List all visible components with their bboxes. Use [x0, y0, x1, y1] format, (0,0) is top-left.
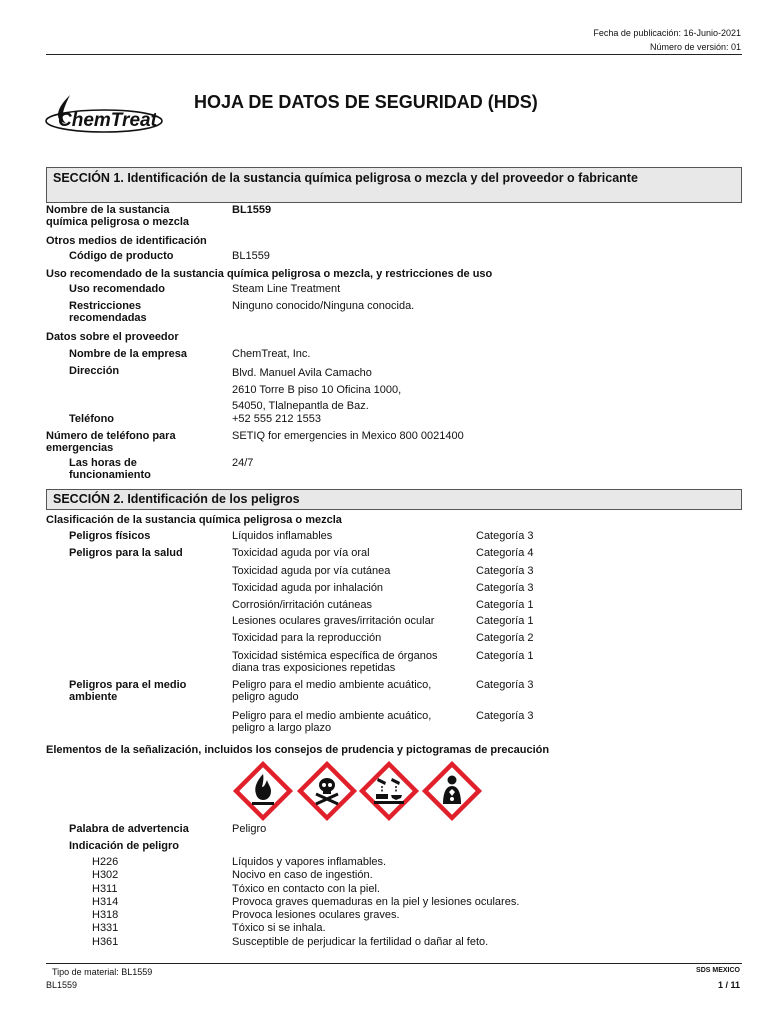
statement-text: Nocivo en caso de ingestión.	[232, 869, 373, 882]
chemtreat-logo	[44, 93, 184, 135]
hours-label: Las horas de funcionamiento	[69, 457, 151, 481]
hazard-category: Categoría 3	[476, 710, 534, 722]
hazard-class-text: Lesiones oculares graves/irritación ocular	[232, 615, 435, 627]
hours-value: 24/7	[232, 457, 254, 469]
supplier-heading: Datos sobre el proveedor	[46, 331, 179, 343]
hazard-class-text: Toxicidad aguda por inhalación	[232, 582, 384, 594]
address-label: Dirección	[69, 365, 120, 377]
statement-code: H361	[92, 935, 119, 948]
page-number: 1 / 11	[717, 980, 740, 990]
substance-name-value: BL1559	[232, 204, 272, 216]
health-hazard-icon	[421, 760, 483, 822]
substance-name-label: Nombre de la sustancia química peligrosa o mezcla	[46, 204, 190, 228]
environment-hazards-label: Peligros para el medio ambiente	[69, 679, 187, 703]
hazard-class-text: Corrosión/irritación cutáneas	[232, 599, 373, 611]
flame-icon	[232, 760, 294, 822]
hazard-class-text: Toxicidad sistémica específica de órganos diana tras exposiciones repetidas	[232, 650, 438, 674]
company-label: Nombre de la empresa	[69, 348, 187, 360]
statement-code: H318	[92, 909, 119, 922]
version-number: Número de versión: 01	[649, 42, 741, 52]
hazard-category: Categoría 2	[476, 632, 534, 644]
company-value: ChemTreat, Inc.	[232, 348, 311, 360]
address-value: Blvd. Manuel Avila Camacho 2610 Torre B piso 10 Oficina 1000, 54050, Tlalnepantla de Baz.	[232, 367, 402, 412]
product-code-value: BL1559	[232, 250, 270, 262]
hazard-class-text: Toxicidad aguda por vía oral	[232, 547, 370, 559]
statement-text: Provoca lesiones oculares graves.	[232, 909, 400, 922]
signal-word-value: Peligro	[232, 823, 267, 835]
hazard-statement-texts	[232, 856, 519, 949]
statement-code: H314	[92, 895, 119, 908]
statement-text: Líquidos y vapores inflamables.	[232, 856, 387, 868]
hazard-category: Categoría 1	[476, 599, 534, 611]
header-divider	[46, 54, 742, 55]
hazard-category: Categoría 3	[476, 530, 534, 542]
restrictions-value: Ninguno conocido/Ninguna conocida.	[232, 300, 415, 312]
hazard-class-text: Peligro para el medio ambiente acuático, peligro a largo plazo	[232, 710, 432, 734]
statement-text: Tóxico en contacto con la piel.	[232, 882, 380, 895]
publication-date: Fecha de publicación: 16-Junio-2021	[593, 28, 741, 38]
physical-hazards-label: Peligros físicos	[69, 530, 151, 542]
product-code-label: Código de producto	[69, 250, 174, 262]
hazard-class-text: Toxicidad para la reproducción	[232, 632, 382, 644]
hazard-category: Categoría 1	[476, 615, 534, 627]
emergency-phone-label: Número de teléfono para emergencias	[46, 430, 176, 454]
footer-sds-label: SDS MEXICO	[696, 967, 740, 974]
statement-text: Susceptible de perjudicar la fertilidad o dañar al feto.	[232, 935, 489, 948]
hazard-class-text: Líquidos inflamables	[232, 530, 333, 542]
hazard-class-text: Peligro para el medio ambiente acuático, peligro agudo	[232, 679, 432, 703]
statement-code: H302	[92, 869, 119, 882]
use-value: Steam Line Treatment	[232, 283, 341, 295]
section-1-heading: SECCIÓN 1. Identificación de la sustancia química peligrosa o mezcla y del proveedor o fabricante	[46, 167, 742, 203]
use-label: Uso recomendado	[69, 283, 165, 295]
hazard-category: Categoría 3	[476, 565, 534, 577]
hazard-statement-codes	[92, 856, 118, 949]
health-hazards-label: Peligros para la salud	[69, 547, 183, 559]
document-title: HOJA DE DATOS DE SEGURIDAD (HDS)	[194, 92, 538, 112]
footer-product-code: BL1559	[46, 980, 78, 990]
footer-divider	[46, 963, 742, 964]
statement-text: Provoca graves quemaduras en la piel y lesiones oculares.	[232, 895, 520, 908]
statement-code: H311	[92, 882, 118, 895]
restrictions-label: Restricciones recomendadas	[69, 300, 147, 324]
hazard-category: Categoría 1	[476, 650, 534, 662]
hazard-category: Categoría 4	[476, 547, 534, 559]
hazard-class-text: Toxicidad aguda por vía cutánea	[232, 565, 391, 577]
signal-word-label: Palabra de advertencia	[69, 823, 189, 835]
publication-info	[593, 26, 741, 54]
statement-code: H226	[92, 856, 119, 868]
section-2-heading: SECCIÓN 2. Identificación de los peligros	[46, 489, 742, 510]
hazard-statements-label: Indicación de peligro	[69, 840, 180, 852]
label-elements-heading: Elementos de la señalización, incluidos los consejos de prudencia y pictogramas de precaución	[46, 744, 550, 756]
logo-text: ChemTreat	[58, 110, 157, 131]
phone-label: Teléfono	[69, 413, 115, 425]
phone-value: +52 555 212 1553	[232, 413, 322, 425]
emergency-phone-value: SETIQ for emergencies in Mexico 800 0021400	[232, 430, 464, 442]
other-means-heading: Otros medios de identificación	[46, 235, 207, 247]
use-heading: Uso recomendado de la sustancia química peligrosa o mezcla, y restricciones de uso	[46, 268, 493, 280]
statement-text: Tóxico si se inhala.	[232, 922, 326, 935]
statement-code: H331	[92, 922, 119, 935]
skull-crossbones-icon	[296, 760, 358, 822]
classification-heading: Clasificación de la sustancia química peligrosa o mezcla	[46, 514, 342, 526]
corrosion-icon	[358, 760, 420, 822]
footer-material-type: Tipo de material: BL1559	[52, 967, 153, 977]
hazard-category: Categoría 3	[476, 679, 534, 691]
hazard-category: Categoría 3	[476, 582, 534, 594]
